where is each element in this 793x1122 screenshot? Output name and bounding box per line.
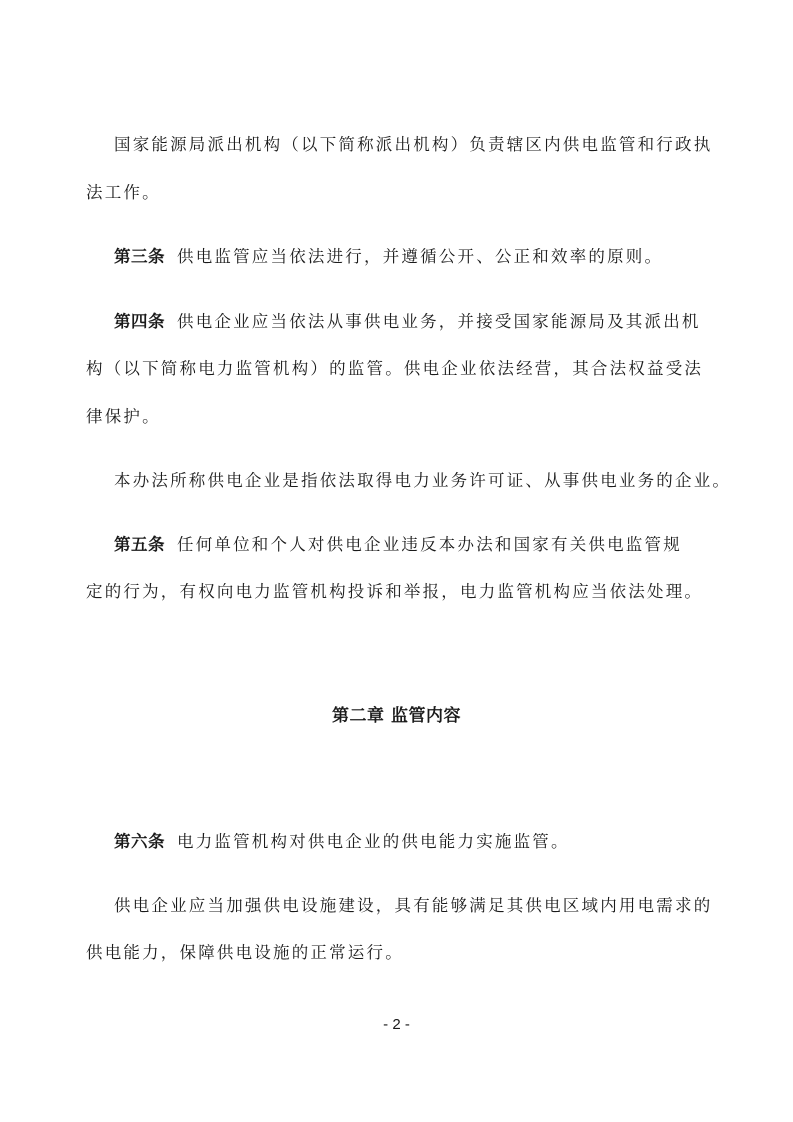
chapter-heading: 第二章 监管内容 (332, 706, 461, 726)
article-5-line2: 定的行为，有权向电力监管机构投诉和举报，电力监管机构应当依法处理。 (86, 582, 704, 601)
article-5 (114, 533, 754, 557)
paragraph-p1-line2: 法工作。 (86, 183, 161, 202)
article-4-line1: 供电企业应当依法从事供电业务，并接受国家能源局及其派出机 (177, 312, 701, 331)
paragraph-p1-line1: 国家能源局派出机构（以下简称派出机构）负责辖区内供电监管和行政执 (114, 135, 713, 154)
paragraph-p4b-line1: 本办法所称供电企业是指依法取得电力业务许可证、从事供电业务的企业。 (114, 471, 732, 490)
article-3-label: 第三条 (114, 247, 165, 266)
article-4-label: 第四条 (114, 312, 165, 331)
article-3 (114, 245, 754, 269)
article-4-line2: 构（以下简称电力监管机构）的监管。供电企业依法经营，其合法权益受法 (86, 359, 704, 378)
article-6-label: 第六条 (114, 832, 165, 851)
paragraph-p6b-line1: 供电企业应当加强供电设施建设，具有能够满足其供电区域内用电需求的 (114, 896, 713, 915)
article-5-line1: 任何单位和个人对供电企业违反本办法和国家有关供电监管规 (177, 535, 682, 554)
page-number: - 2 - (383, 1016, 410, 1033)
article-6-line1: 电力监管机构对供电企业的供电能力实施监管。 (177, 832, 570, 851)
article-4 (114, 310, 754, 334)
paragraph-p6b-line2: 供电能力，保障供电设施的正常运行。 (86, 943, 404, 962)
article-3-line1: 供电监管应当依法进行，并遵循公开、公正和效率的原则。 (177, 247, 664, 266)
article-4-line3: 律保护。 (86, 407, 161, 426)
article-6 (114, 830, 754, 854)
article-5-label: 第五条 (114, 535, 165, 554)
